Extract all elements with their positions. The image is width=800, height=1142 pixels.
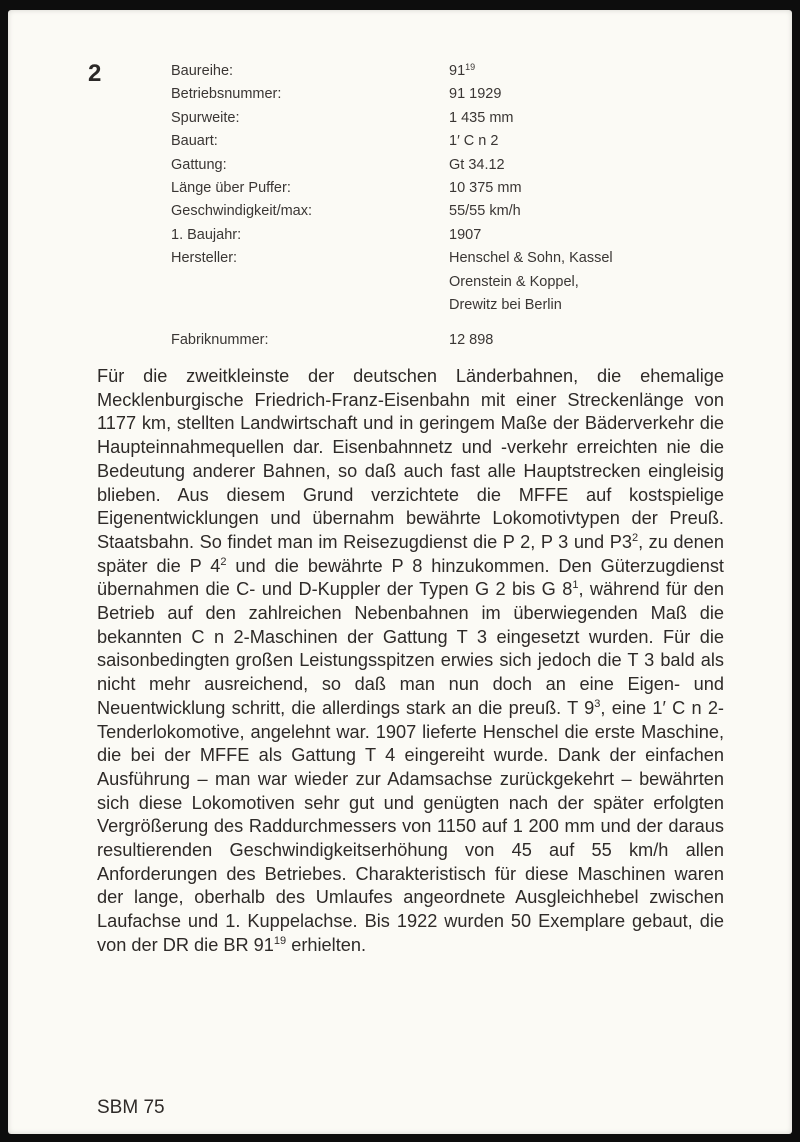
spec-value: 91 1929 — [449, 86, 502, 103]
card-number: 2 — [88, 60, 102, 87]
spec-value-line: Drewitz bei Berlin — [449, 297, 562, 314]
spec-label: Hersteller: — [171, 250, 238, 267]
description-paragraph — [97, 365, 724, 958]
spec-value: 1907 — [449, 226, 482, 243]
spec-row-laenge — [171, 177, 691, 200]
spec-row-baujahr — [171, 224, 691, 247]
spec-row-gattung — [171, 154, 691, 177]
spec-value: 55/55 km/h — [449, 203, 521, 220]
text-run: , eine 1′ C n 2-Tenderlokomotive, angelehnt war. 1907 lieferte Henschel die erste Maschine, die bei der MFFE als Gattung T 4 eingereiht wurde. Dank der einfachen Ausführung – man war wieder zur Adamsachse zurückgekehrt – bewährten sich diese Lokomotiven sehr gut und genügten nach der später erfolgten Vergrößerung des Raddurchmessers von 1150 auf 1 200 mm und der daraus resultierenden Geschwindigkeitserhöhung von 45 auf 55 km/h allen Anforderungen des Betriebes. Charakteristisch für diese Maschinen waren der lange, oberhalb des Umlaufes angeordnete Ausgleichhebel zwischen Laufachse und 1. Kuppelachse. Bis 1922 wurden 50 Exemplare gebaut, die von der DR die BR 91 — [97, 697, 724, 955]
superscript: 2 — [631, 531, 639, 544]
spec-label: Betriebsnummer: — [171, 86, 282, 103]
spec-value — [449, 60, 691, 83]
spec-value: 12 898 — [449, 332, 494, 349]
spec-row-geschwindigkeit — [171, 200, 691, 223]
spec-label: Bauart: — [171, 133, 218, 150]
spec-value: Gt 34.12 — [449, 156, 505, 173]
spec-value-superscript: 19 — [465, 62, 476, 72]
spec-row-spurweite — [171, 107, 691, 130]
spec-row-betriebsnummer — [171, 83, 691, 106]
spec-value-line: Orenstein & Koppel, — [449, 273, 579, 290]
spec-row-bauart — [171, 130, 691, 153]
spec-row-baureihe — [171, 60, 691, 83]
text-run: , zu denen später die P 4 — [97, 531, 724, 576]
spec-spacer — [171, 317, 691, 329]
spec-value — [449, 247, 691, 317]
text-run: und die bewährte P 8 hinzukommen. Den Güterzugdienst übernahmen die C- und D-Kuppler der Typen G 2 bis G 8 — [97, 555, 724, 600]
spec-table — [171, 60, 691, 353]
series-footer: SBM 75 — [97, 1097, 165, 1118]
spec-label: Fabriknummer: — [171, 332, 269, 349]
spec-label: Spurweite: — [171, 109, 240, 126]
spec-label: Baureihe: — [171, 63, 234, 79]
superscript: 19 — [273, 934, 287, 947]
spec-value-line: Henschel & Sohn, Kassel — [449, 250, 613, 267]
superscript: 3 — [594, 697, 601, 710]
spec-label: 1. Baujahr: — [171, 226, 242, 243]
spec-value: 1 435 mm — [449, 109, 514, 126]
spec-row-fabriknummer — [171, 329, 691, 352]
spec-row-hersteller — [171, 247, 691, 317]
superscript: 2 — [220, 555, 227, 568]
text-run: , während für den Betrieb auf den zahlreichen Nebenbahnen im überwiegenden Maß die bekannten C n 2-Maschinen der Gattung T 3 eingesetzt wurden. Für die saisonbedingten großen Leistungsspitzen erwies sich jedoch die T 3 bald als nicht mehr ausreichend, so daß man nun doch an eine Eigen- und Neuentwicklung schritt, die allerdings stark an die preuß. T 9 — [97, 579, 724, 718]
spec-label: Geschwindigkeit/max: — [171, 203, 313, 220]
spec-value: 1′ C n 2 — [449, 133, 499, 150]
text-run: Für die zweitkleinste der deutschen Länderbahnen, die ehemalige Mecklenburgische Friedrich-Franz-Eisenbahn mit einer Streckenlänge von 1177 km, stellten Landwirtschaft und in geringem Maße der Bäderverkehr die Haupteinnahmequellen dar. Eisenbahnnetz und -verkehr erreichten nie die Bedeutung anderer Bahnen, so daß auch fast alle Hauptstrecken eingleisig blieben. Aus diesem Grund verzichtete die MFFE auf kostspielige Eigenentwicklungen und übernahm bewährte Lokomotivtypen der Preuß. Staatsbahn. So findet man im Reisezugdienst die P 2, P 3 und P3 — [97, 366, 724, 552]
spec-value: 10 375 mm — [449, 180, 522, 197]
superscript: 1 — [572, 579, 579, 592]
info-card — [8, 10, 792, 1134]
text-run: erhielten. — [286, 934, 367, 955]
spec-value-main: 91 — [449, 63, 466, 79]
spec-label: Gattung: — [171, 156, 227, 173]
spec-label: Länge über Puffer: — [171, 180, 291, 197]
